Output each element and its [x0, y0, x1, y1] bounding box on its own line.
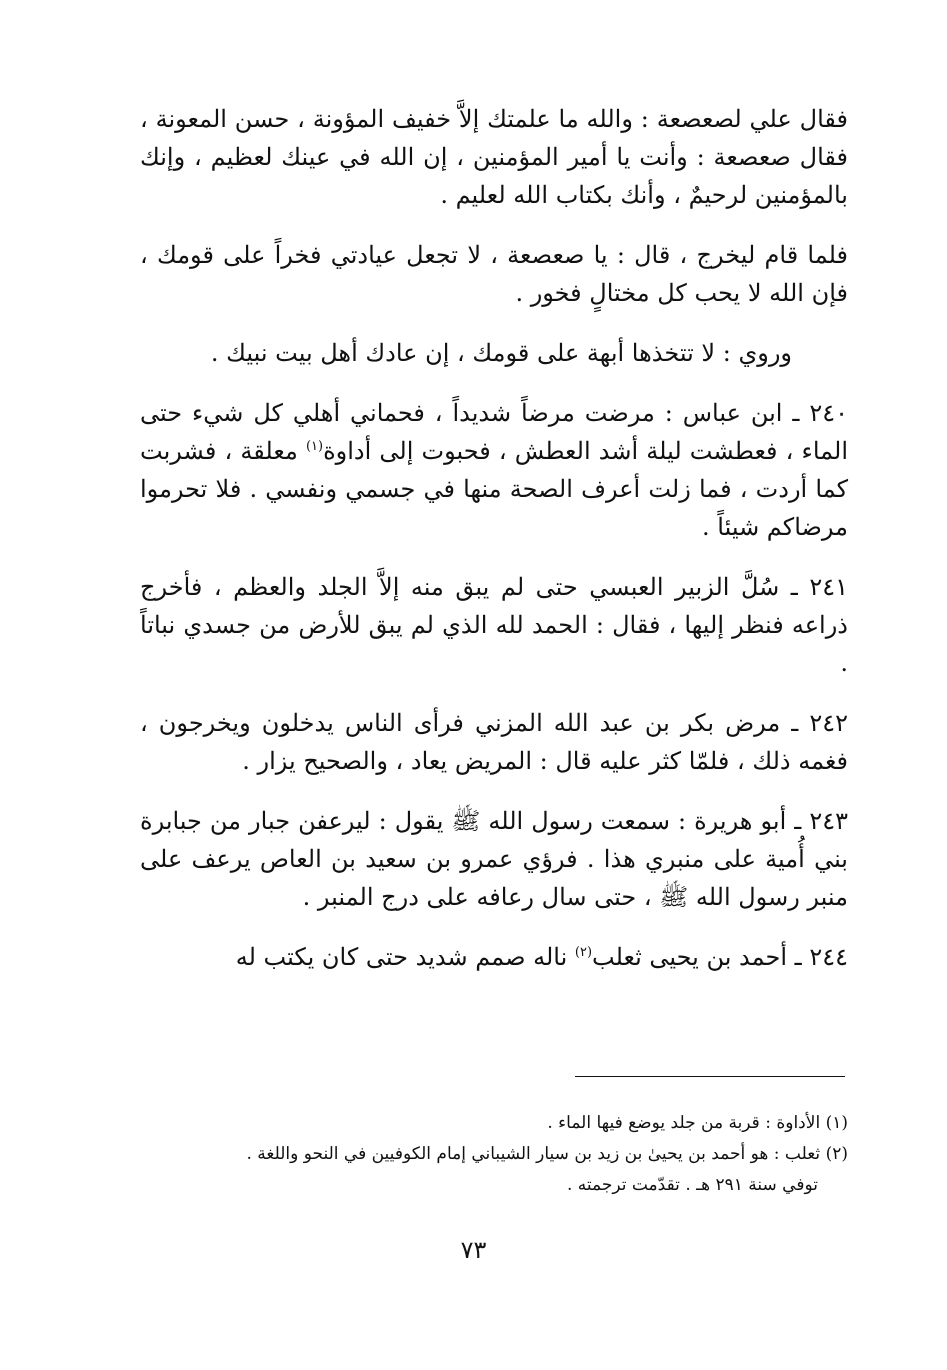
- footnote-ref-1[interactable]: (١): [305, 439, 324, 454]
- entry-text: ـ أحمد بن يحيى ثعلب: [592, 943, 810, 971]
- footnote-2: [140, 1139, 848, 1170]
- entry-text: ـ ابن عباس : مرضت مرضاً شديداً ، فحماني أهلي كل شيء حتى الماء ، فعطشت ليلة أشد العطش ، فحبوت إلى أداوة: [140, 399, 848, 465]
- entry-241: [140, 568, 848, 682]
- footnote-2-continuation: توفي سنة ٢٩١ هـ . تقدّمت ترجمته .: [566, 1175, 818, 1195]
- entry-text: ـ أبو هريرة : سمعت رسول الله ﷺ يقول : ليرعفن جبار من جبابرة بني أُمية على منبري هذا . فرؤي عمرو بن سعيد بن العاص يرعف على منبر رسول الله ﷺ ، حتى سال رعافه على درج المنبر .: [140, 807, 848, 911]
- entry-number: ٢٤١: [809, 573, 848, 601]
- entry-243: [140, 802, 848, 916]
- footnote-1: [140, 1108, 848, 1139]
- entry-240: [140, 394, 848, 546]
- footnote-marker: (١): [825, 1113, 848, 1133]
- entry-number: ٢٤٠: [809, 399, 848, 427]
- page-number: ٧٣: [460, 1236, 487, 1264]
- footnotes: [140, 1108, 848, 1201]
- paragraph-3: وروي : لا تتخذها أبهة على قومك ، إن عادك أهل بيت نبيك .: [210, 339, 792, 367]
- entry-text: ـ مرض بكر بن عبد الله المزني فرأى الناس يدخلون ويخرجون ، فغمه ذلك ، فلمّا كثر عليه قال : المريض يعاد ، والصحيح يزار .: [140, 709, 848, 775]
- entry-number: ٢٤٢: [809, 709, 848, 737]
- paragraph-1: فقال علي لصعصعة : والله ما علمتك إلاَّ خفيف المؤونة ، حسن المعونة ، فقال صعصعة : وأنت يا أمير المؤمنين ، إن الله في عينك لعظيم ، وإنك بالمؤمنين لرحيمٌ ، وأنك بكتاب الله لعليم .: [140, 105, 848, 209]
- entry-number: ٢٤٣: [809, 807, 848, 835]
- paragraph-2: فلما قام ليخرج ، قال : يا صعصعة ، لا تجعل عيادتي فخراً على قومك ، فإن الله لا يحب كل مختالٍ فخور .: [140, 241, 848, 307]
- entry-text-cont: معلقة ، فشربت كما أردت ، فما زلت أعرف الصحة منها في جسمي ونفسي . فلا تحرموا مرضاكم شيئاً .: [140, 437, 848, 541]
- main-text: [140, 100, 848, 998]
- footnote-text: الأداوة : قربة من جلد يوضع فيها الماء .: [547, 1113, 826, 1133]
- entry-text: ـ سُلَّ الزبير العبسي حتى لم يبق منه إلاَّ الجلد والعظم ، فأخرج ذراعه فنظر إليها ، فقال : الحمد لله الذي لم يبق للأرض من جسدي نباتاً .: [140, 573, 848, 677]
- entry-number: ٢٤٤: [809, 943, 848, 971]
- entry-244: [140, 938, 848, 976]
- entry-242: [140, 704, 848, 780]
- footnote-divider: [575, 1076, 845, 1077]
- footnote-ref-2[interactable]: (٢): [574, 945, 593, 960]
- footnote-text: ثعلب : هو أحمد بن يحيىٰ بن زيد بن سيار الشيباني إمام الكوفيين في النحو واللغة .: [246, 1144, 826, 1164]
- footnote-marker: (٢): [825, 1144, 848, 1164]
- entry-text-cont: ناله صمم شديد حتى كان يكتب له: [235, 943, 575, 971]
